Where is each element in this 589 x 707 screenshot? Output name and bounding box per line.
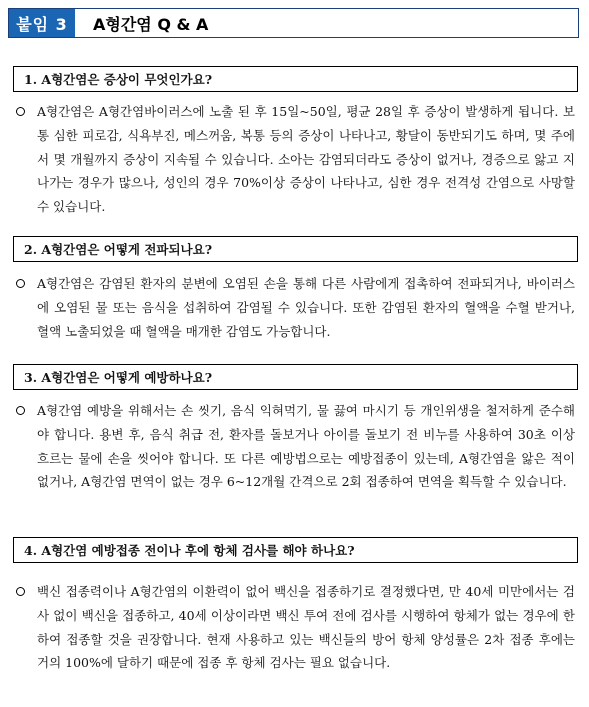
answer-1 (13, 100, 580, 219)
answer-4-text: 백신 접종력이나 A형간염의 이환력이 없어 백신을 접종하기로 결정했다면, 만 40세 미만에서는 검사 없이 백신을 접종하고, 40세 이상이라면 백신 투여 전에 검사를 시행하여 항체가 없는 경우에 한하여 접종할 것을 권장합니다. 현재 사용하고 있는 백신들의 방어 항체 양성률은 2차 접종 후에는 거의 100%에 달하기 때문에 접종 후 항체 검사는 필요 없습니다. (37, 584, 575, 671)
question-3: 3. A형간염은 어떻게 예방하나요? (13, 364, 578, 390)
answer-1-text: A형간염은 A형간염바이러스에 노출 된 후 15일~50일, 평균 28일 후 증상이 발생하게 됩니다. 보통 심한 피로감, 식욕부진, 메스꺼움, 복통 등의 증상이 나타나고, 황달이 동반되기도 하며, 몇 주에서 몇 개월까지 증상이 지속될 수 있습니다. 소아는 감염되더라도 증상이 없거나, 경증으로 앓고 지나가는 경우가 많으나, 성인의 경우 70%이상 증상이 나타나고, 심한 경우 전격성 간염으로 사망할 수 있습니다. (37, 104, 575, 215)
page-title: A형간염 Q & A (93, 14, 209, 34)
hollow-circle-bullet-icon (16, 107, 25, 116)
attachment-badge: 붙임 3 (9, 9, 75, 37)
hollow-circle-bullet-icon (16, 406, 25, 415)
answer-4 (13, 580, 580, 675)
question-2: 2. A형간염은 어떻게 전파되나요? (13, 236, 578, 262)
answer-3 (13, 399, 580, 494)
question-4: 4. A형간염 예방접종 전이나 후에 항체 검사를 해야 하나요? (13, 537, 578, 563)
answer-2 (13, 272, 580, 343)
answer-3-text: A형간염 예방을 위해서는 손 씻기, 음식 익혀먹기, 물 끓여 마시기 등 개인위생을 철저하게 준수해야 합니다. 용변 후, 음식 취급 전, 환자를 돌보거나 아이를 돌보기 전 비누를 사용하여 30초 이상 흐르는 물에 손을 씻어야 합니다. 또 다른 예방법으로는 예방접종이 있는데, A형간염을 앓은 적이 없거나, A형간염 면역이 없는 경우 6~12개월 간격으로 2회 접종하여 면역을 획득할 수 있습니다. (37, 403, 575, 490)
answer-2-text: A형간염은 감염된 환자의 분변에 오염된 손을 통해 다른 사람에게 접촉하여 전파되거나, 바이러스에 오염된 물 또는 음식을 섭취하여 감염될 수 있습니다. 또한 감염된 환자의 혈액을 수혈 받거나, 혈액 노출되었을 때 혈액을 매개한 감염도 가능합니다. (37, 276, 575, 339)
page-header (8, 8, 579, 38)
question-1: 1. A형간염은 증상이 무엇인가요? (13, 66, 578, 92)
hollow-circle-bullet-icon (16, 587, 25, 596)
hollow-circle-bullet-icon (16, 279, 25, 288)
